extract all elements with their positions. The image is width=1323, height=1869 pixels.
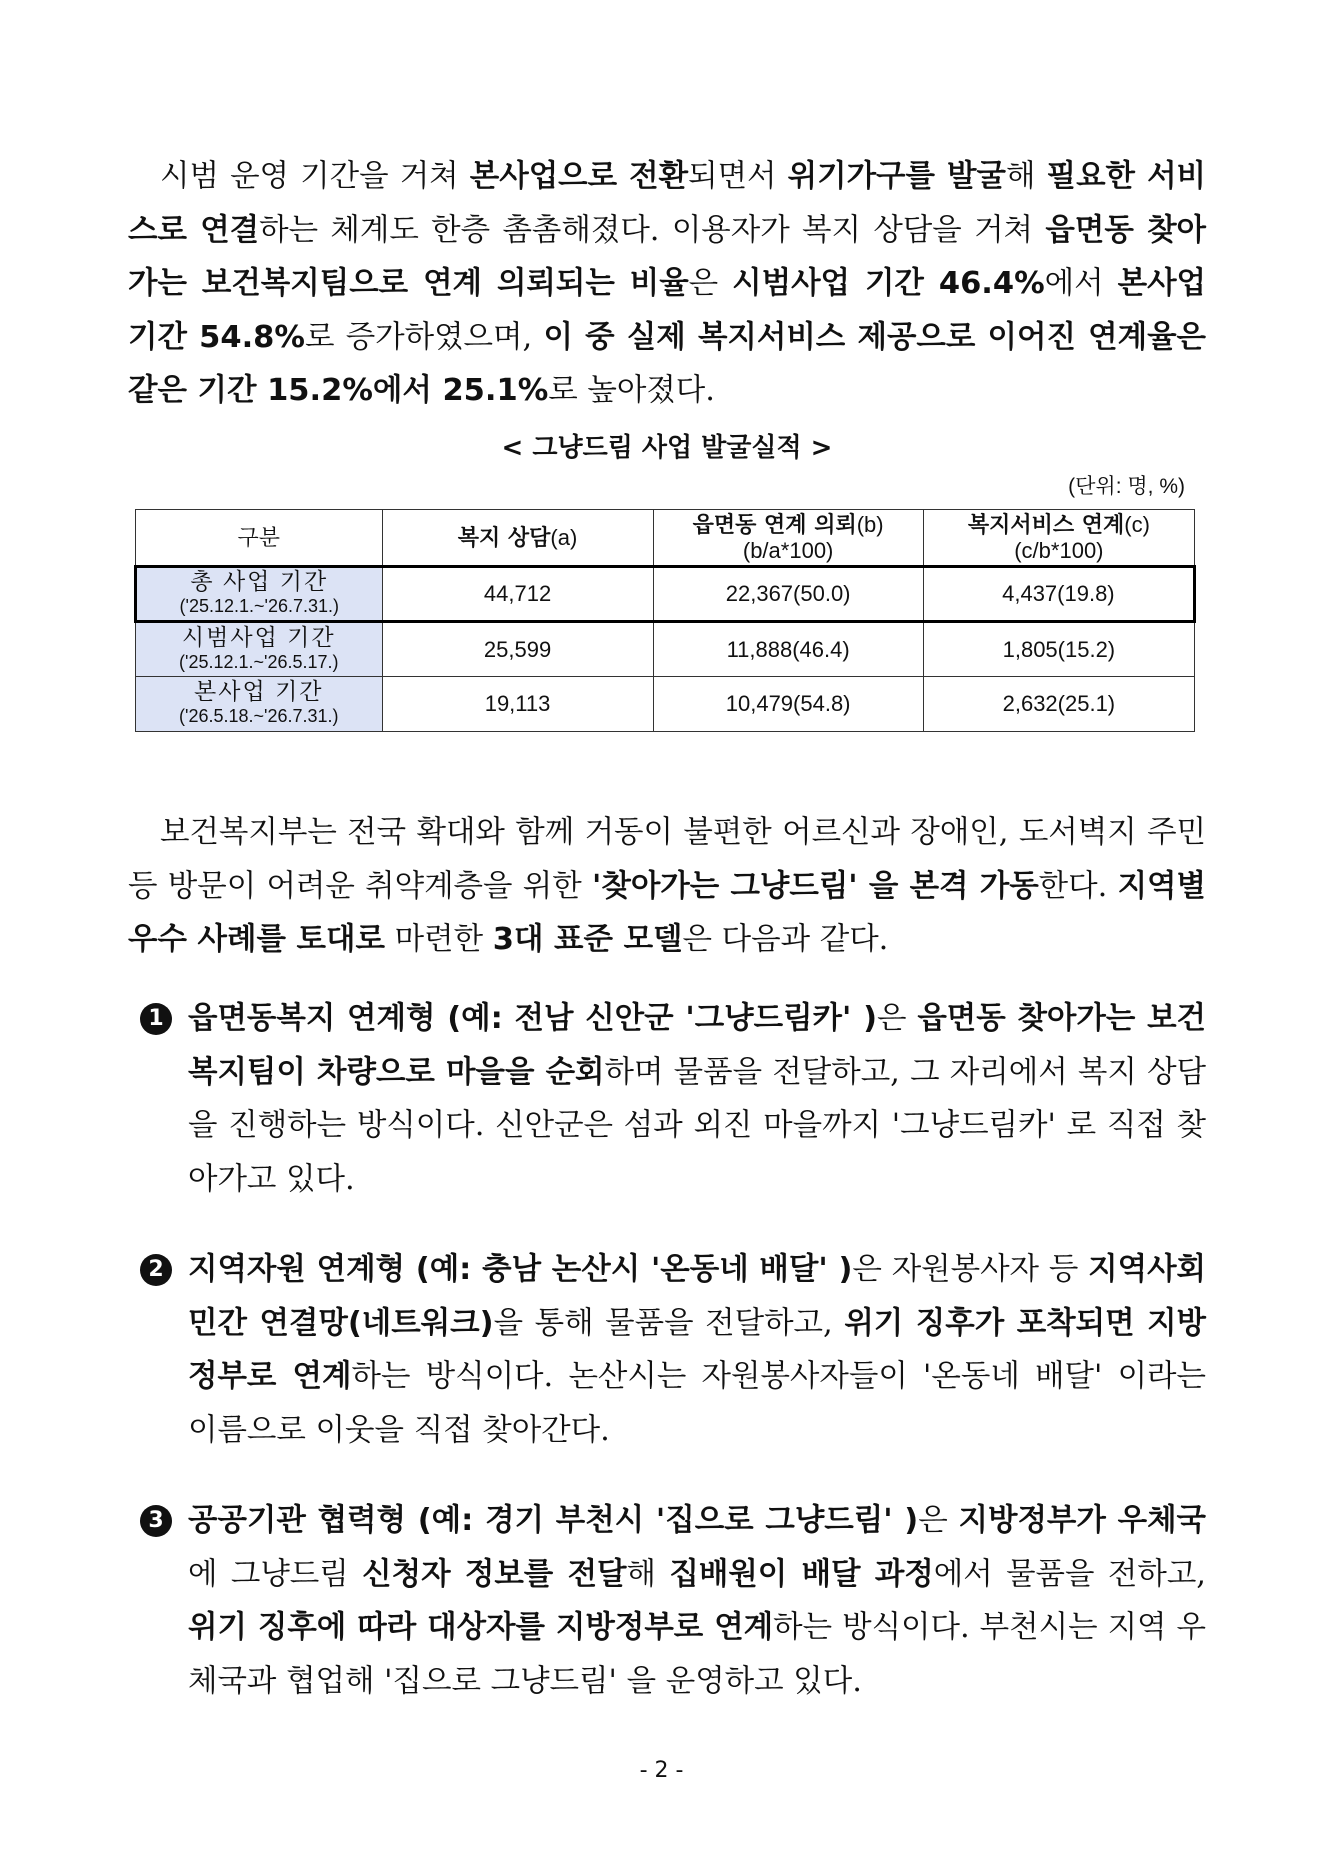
text-run: 시범 운영 기간을 거쳐 xyxy=(160,159,470,194)
text-run: 이 중 실제 복지서비스 제공으로 이어진 연계율은 같은 기간 15.2%에서 25.1% xyxy=(128,319,1206,408)
text-run: 에서 물품을 전하고, xyxy=(933,1556,1206,1592)
text-run: 한다. xyxy=(1038,868,1118,904)
page-number: - 2 - xyxy=(639,1758,684,1783)
cell-referral: 11,888(46.4) xyxy=(653,622,923,677)
paragraph-transition xyxy=(128,150,1206,418)
text-run: 본사업으로 전환 xyxy=(469,159,689,194)
list-item xyxy=(140,1243,1206,1457)
text-run: 하며 물품을 전달하고, 그 자리에서 복지 상담을 진행하는 방식이다. 신안군은 섬과 외진 마을까지 '그냥드림카' 로 직접 찾아가고 있다. xyxy=(188,1054,1206,1197)
cell-consult: 25,599 xyxy=(382,622,653,677)
text-run: 지역사회 민간 연결망(네트워크) xyxy=(188,1252,1206,1341)
text-run: 은 xyxy=(918,1503,959,1538)
item-text xyxy=(188,1001,1206,1197)
text-run: 위기가구를 발굴 xyxy=(787,159,1006,194)
header-service-link: 복지서비스 연계(c) (c/b*100) xyxy=(923,510,1194,567)
text-run: 집배원이 배달 과정 xyxy=(669,1556,934,1592)
row-label: 본사업 기간 ('26.5.18.~'26.7.31.) xyxy=(136,677,383,732)
row-label: 시범사업 기간 ('25.12.1.~'26.5.17.) xyxy=(136,622,383,677)
text-run: 은 다음과 같다. xyxy=(682,922,889,957)
number-2-icon: 2 xyxy=(140,1254,172,1286)
table-header-row xyxy=(136,510,1195,567)
header-category: 구분 xyxy=(136,510,383,567)
header-referral: 읍면동 연계 의뢰(b) (b/a*100) xyxy=(653,510,923,567)
text-run: 되면서 xyxy=(688,159,788,194)
text-run: 은 xyxy=(688,266,733,301)
text-run: 3대 표준 모델 xyxy=(492,922,683,957)
cell-referral: 10,479(54.8) xyxy=(653,677,923,732)
text-run: 신청자 정보를 전달 xyxy=(362,1556,627,1592)
text-run: 로 높아졌다. xyxy=(548,373,715,408)
text-run: 읍면동 찾아가는 보건복지팀으로 연계 의뢰되는 비율 xyxy=(128,212,1206,301)
text-run: 을 통해 물품을 전달하고, xyxy=(493,1305,845,1341)
text-run: 지역별 우수 사례를 토대로 xyxy=(128,868,1206,957)
text-run: 읍면동 찾아가는 보건복지팀이 차량으로 마을을 순회 xyxy=(188,1001,1206,1090)
item-text xyxy=(188,1503,1206,1699)
text-run: 하는 방식이다. 논산시는 자원봉사자들이 '온동네 배달' 이라는 이름으로 이웃을 직접 찾아간다. xyxy=(188,1359,1206,1448)
table-caption: < 그냥드림 사업 발굴실적 > xyxy=(501,433,833,463)
header-welfare-consult: 복지 상담(a) xyxy=(382,510,653,567)
text-run: 지방정부가 우체국 xyxy=(958,1503,1206,1538)
number-3-icon: 3 xyxy=(140,1505,172,1537)
paragraph-expansion xyxy=(128,806,1206,967)
list-item xyxy=(140,1494,1206,1708)
table-row xyxy=(136,622,1195,677)
text-run: 은 xyxy=(877,1001,918,1036)
text-run: 하는 체계도 한층 촘촘해졌다. 이용자가 복지 상담을 거쳐 xyxy=(259,212,1046,248)
text-run: 필요한 서비스로 연결 xyxy=(128,159,1207,248)
text-run: 해 xyxy=(626,1556,670,1592)
table-row xyxy=(136,567,1195,622)
text-run: 은 자원봉사자 등 xyxy=(852,1252,1089,1287)
text-run: 읍면동복지 연계형 (예: 전남 신안군 '그냥드림카' ) xyxy=(188,1001,878,1036)
cell-service-link: 2,632(25.1) xyxy=(923,677,1194,732)
text-run: 공공기관 협력형 (예: 경기 부천시 '집으로 그냥드림' ) xyxy=(188,1503,919,1538)
text-run: 본사업 기간 54.8% xyxy=(128,266,1207,355)
row-label: 총 사업 기간 ('25.12.1.~'26.7.31.) xyxy=(136,567,383,622)
cell-service-link: 4,437(19.8) xyxy=(923,567,1194,622)
results-table xyxy=(134,509,1196,732)
text-run: 하는 방식이다. 부천시는 지역 우체국과 협업해 '집으로 그냥드림' 을 운영하고 있다. xyxy=(188,1610,1206,1699)
model-list xyxy=(140,992,1206,1745)
item-text xyxy=(188,1252,1206,1448)
cell-consult: 44,712 xyxy=(382,567,653,622)
text-run: 위기 징후가 포착되면 지방정부로 연계 xyxy=(188,1305,1207,1394)
text-run: 해 xyxy=(1005,159,1047,194)
list-item xyxy=(140,992,1206,1206)
text-run: 보건복지부는 전국 확대와 함께 거동이 불편한 어르신과 장애인, 도서벽지 주민 등 방문이 어려운 취약계층을 위한 xyxy=(128,815,1206,904)
text-run: 로 증가하였으며, xyxy=(304,319,544,355)
number-1-icon: 1 xyxy=(140,1003,172,1035)
text-run: '찾아가는 그냥드림' 을 본격 가동 xyxy=(592,868,1039,904)
text-run: 위기 징후에 따라 대상자를 지방정부로 연계 xyxy=(188,1610,774,1645)
text-run: 마련한 xyxy=(384,922,493,957)
text-run: 시범사업 기간 46.4% xyxy=(732,266,1045,301)
table-row xyxy=(136,677,1195,732)
text-run: 에 그냥드림 xyxy=(188,1556,363,1592)
cell-service-link: 1,805(15.2) xyxy=(923,622,1194,677)
cell-consult: 19,113 xyxy=(382,677,653,732)
text-run: 에서 xyxy=(1044,266,1118,301)
cell-referral: 22,367(50.0) xyxy=(653,567,923,622)
text-run: 지역자원 연계형 (예: 충남 논산시 '온동네 배달' ) xyxy=(188,1252,853,1287)
table-unit: (단위: 명, %) xyxy=(1068,475,1185,498)
